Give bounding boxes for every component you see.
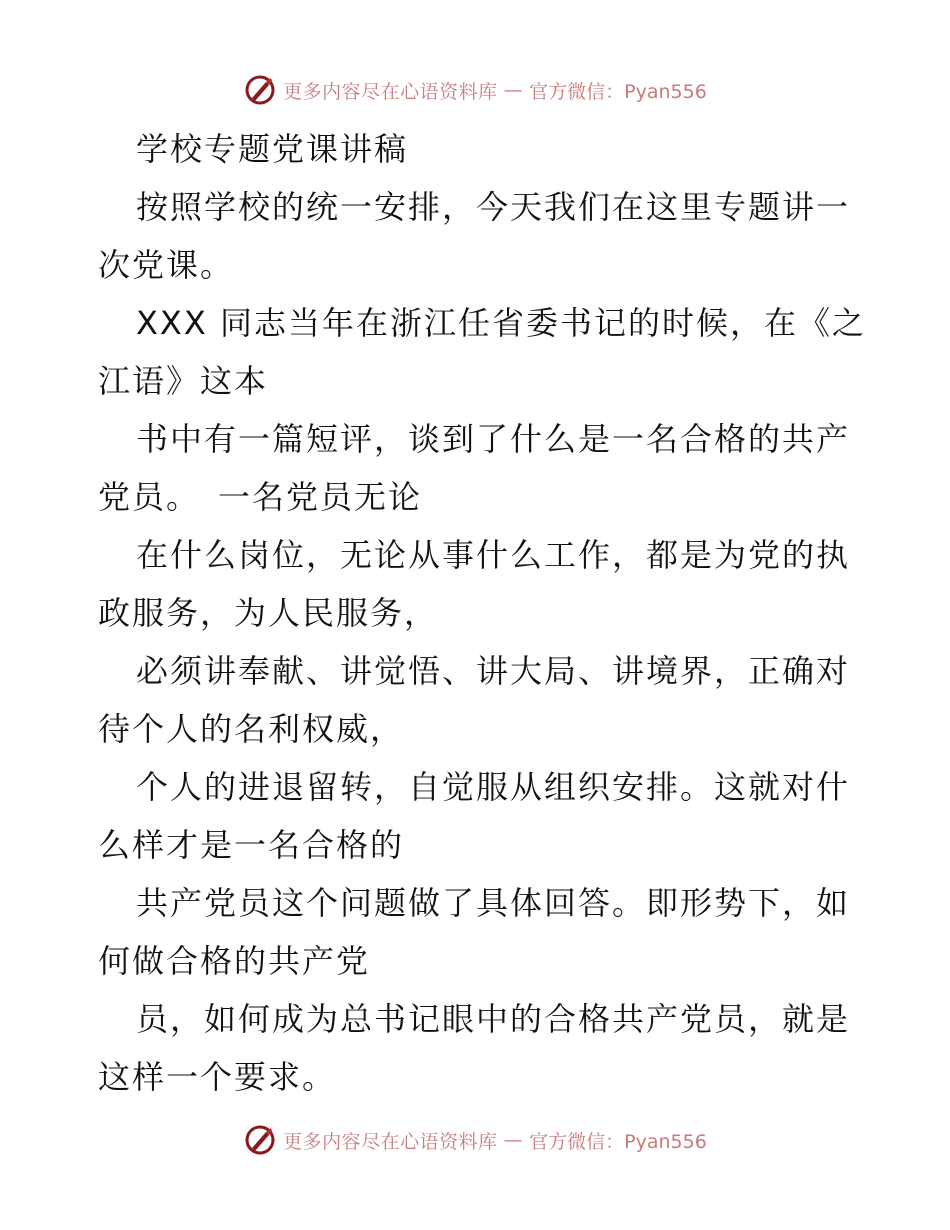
paragraph-line: 必须讲奉献、讲觉悟、讲大局、讲境界，正确对 <box>136 652 851 690</box>
banner-site-text: 更多内容尽在心语资料库 <box>283 80 498 103</box>
paragraph-line: XXX 同志当年在浙江任省委书记的时候，在《之 <box>136 304 866 342</box>
paragraph-line: 书中有一篇短评，谈到了什么是一名合格的共产 <box>136 420 851 458</box>
paragraph-line: 政服务，为人民服务， <box>98 594 439 632</box>
footer-watermark-banner <box>0 1120 950 1160</box>
pen-logo-icon <box>243 73 277 107</box>
paragraph-line: 这样一个要求。 <box>98 1058 337 1096</box>
document-title: 学校专题党课讲稿 <box>136 130 409 168</box>
banner-wechat-text: 官方微信：Pyan556 <box>529 80 707 103</box>
document-body <box>98 120 866 1106</box>
paragraph-line: 何做合格的共产党 <box>98 942 371 980</box>
paragraph-line: 按照学校的统一安排，今天我们在这里专题讲一 <box>136 188 851 226</box>
paragraph-line: 共产党员这个问题做了具体回答。即形势下，如 <box>136 884 851 922</box>
paragraph-line: 么样才是一名合格的 <box>98 826 405 864</box>
header-watermark-banner <box>0 70 950 110</box>
paragraph-line: 次党课。 <box>98 246 235 284</box>
banner-separator: — <box>503 79 524 101</box>
banner-site-text: 更多内容尽在心语资料库 <box>283 1130 498 1153</box>
paragraph-line: 在什么岗位，无论从事什么工作，都是为党的执 <box>136 536 851 574</box>
pen-logo-icon <box>243 1123 277 1157</box>
paragraph-line: 待个人的名利权威， <box>98 710 405 748</box>
banner-separator: — <box>503 1129 524 1151</box>
paragraph-line: 个人的进退留转，自觉服从组织安排。这就对什 <box>136 768 851 806</box>
paragraph-line: 江语》这本 <box>98 362 269 400</box>
paragraph-line: 党员。 一名党员无论 <box>98 478 423 516</box>
banner-wechat-text: 官方微信：Pyan556 <box>529 1130 707 1153</box>
paragraph-line: 员，如何成为总书记眼中的合格共产党员，就是 <box>136 1000 851 1038</box>
